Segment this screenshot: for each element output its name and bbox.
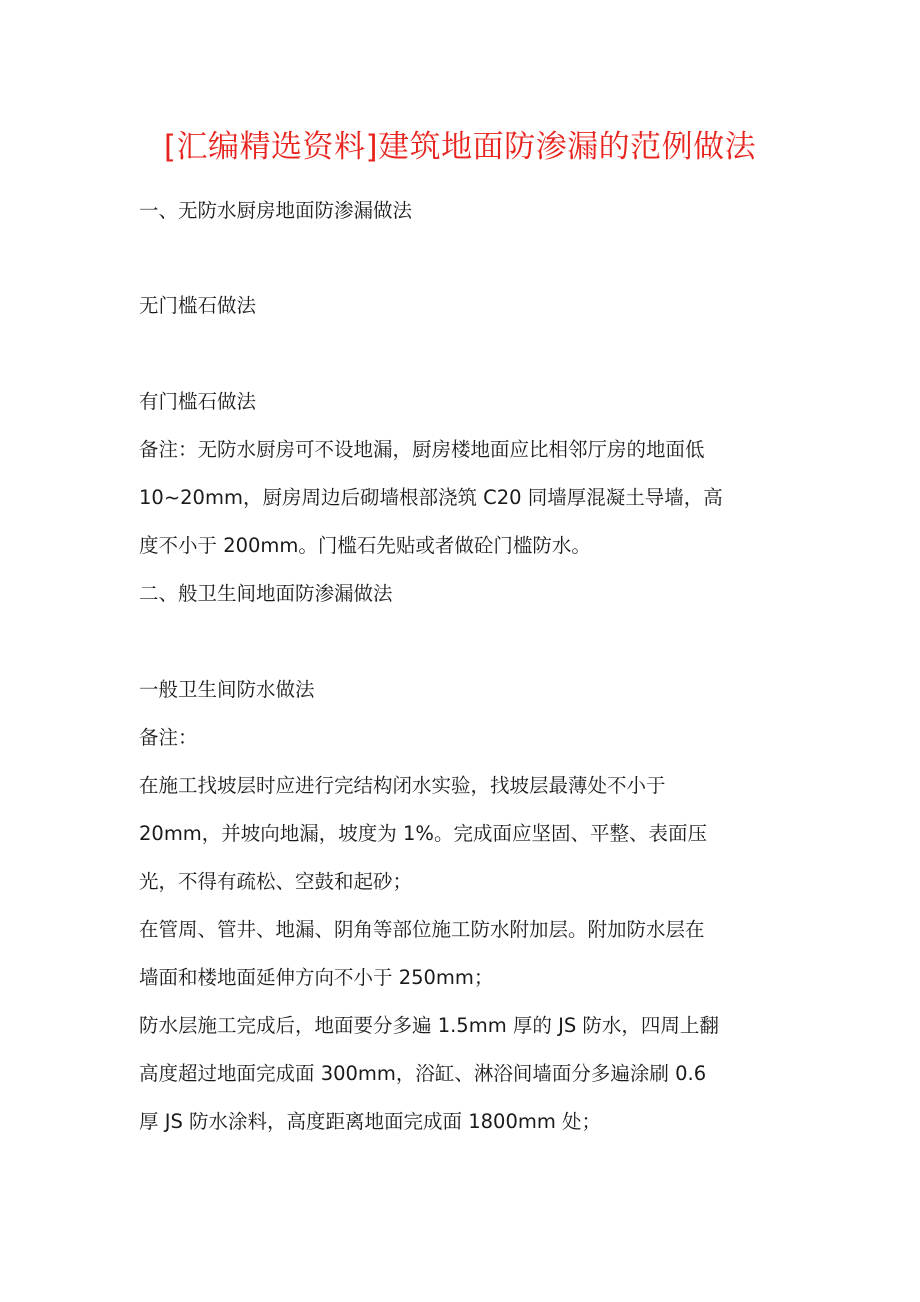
document-title: [汇编精选资料]建筑地面防渗漏的范例做法 [163, 129, 757, 165]
paragraph-line: 在施工找坡层时应进行完结构闭水实验，找坡层最薄处不小于 [139, 774, 666, 797]
subheading-with-threshold: 有门槛石做法 [139, 390, 257, 413]
paragraph-line: 防水层施工完成后，地面要分多遍 1.5mm 厚的 JS 防水，四周上翻 [139, 1014, 719, 1037]
section-heading-bathroom: 二、般卫生间地面防渗漏做法 [139, 582, 393, 605]
paragraph-line: 备注：无防水厨房可不设地漏，厨房楼地面应比相邻厅房的地面低 [139, 438, 705, 461]
paragraph-line: 厚 JS 防水涂料，高度距离地面完成面 1800mm 处； [139, 1110, 602, 1133]
paragraph-line: 20mm，并坡向地漏，坡度为 1%。完成面应坚固、平整、表面压 [139, 822, 707, 845]
paragraph-line: 墙面和楼地面延伸方向不小于 250mm； [139, 966, 494, 989]
paragraph-line: 度不小于 200mm。门槛石先贴或者做砼门槛防水。 [139, 534, 591, 557]
subheading-no-threshold: 无门槛石做法 [139, 294, 257, 317]
subheading-bathroom-waterproofing: 一般卫生间防水做法 [139, 678, 315, 701]
paragraph-line: 高度超过地面完成面 300mm，浴缸、淋浴间墙面分多遍涂刷 0.6 [139, 1062, 707, 1085]
paragraph-line: 10~20mm，厨房周边后砌墙根部浇筑 C20 同墙厚混凝土导墙，高 [139, 486, 723, 509]
section-heading-kitchen: 一、无防水厨房地面防渗漏做法 [139, 199, 413, 222]
paragraph-line: 光，不得有疏松、空鼓和起砂； [139, 870, 413, 893]
paragraph-line: 在管周、管井、地漏、阴角等部位施工防水附加层。附加防水层在 [139, 918, 705, 941]
note-label: 备注： [139, 726, 198, 749]
